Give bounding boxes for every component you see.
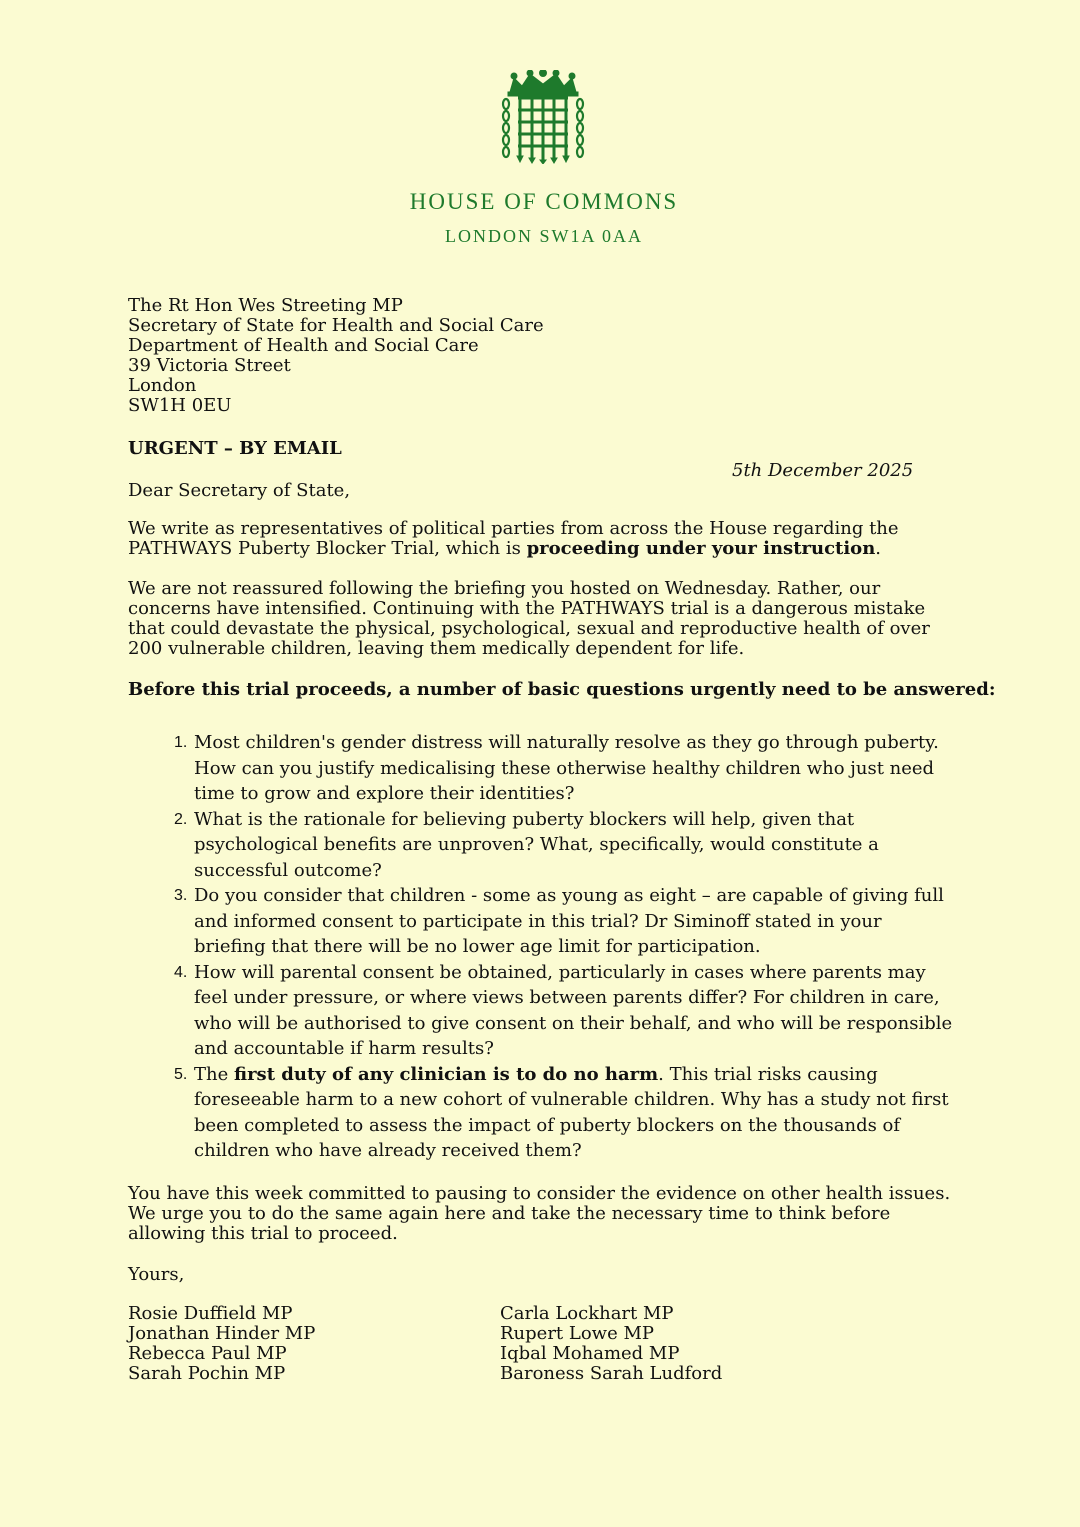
salutation: Dear Secretary of State, [128, 480, 351, 501]
paragraph-intro [128, 519, 958, 559]
paragraph-intro-bold: proceeding under your instruction [526, 538, 876, 559]
recipient-line: SW1H 0EU [128, 395, 232, 416]
paragraph-request: You have this week committed to pausing to consider the evidence on other health issues. We urge you to do the same again here and take the necessary time to think before allowing this trial to proceed. [128, 1183, 951, 1244]
signatories-right [500, 1304, 722, 1384]
signatory: Rosie Duffield MP [128, 1303, 293, 1324]
list-item [174, 960, 954, 1062]
recipient-line: The Rt Hon Wes Streeting MP [128, 295, 403, 316]
list-item [174, 883, 954, 960]
signatory: Baroness Sarah Ludford [500, 1363, 723, 1384]
paragraph-intro-end: . [875, 538, 882, 559]
list-item-bold: first duty of any clinician is to do no harm [233, 1063, 659, 1085]
list-item-text: How will parental consent be obtained, particularly in cases where parents may feel under pressure, or where views between parents differ? For children in care, who will be authorised to give consent on their behalf, and who will be responsible and accountable if harm results? [194, 961, 953, 1059]
letterhead-title: HOUSE OF COMMONS [409, 189, 679, 214]
paragraph-concerns: We are not reassured following the briefing you hosted on Wednesday. Rather, our concerns have intensified. Continuing with the PATHWAYS trial is a dangerous mistake that could devastate the physical, psychological, sexual and reproductive health of over 200 vulnerable children, leaving them medically dependent for life. [128, 578, 930, 659]
recipient-line: London [128, 375, 197, 396]
signatories-left [128, 1304, 315, 1384]
signatory: Jonathan Hinder MP [128, 1323, 316, 1344]
list-item-text: What is the rationale for believing puberty blockers will help, given that psychological benefits are unproven? What, specifically, would constitute a successful outcome? [194, 808, 879, 881]
recipient-line: Secretary of State for Health and Social Care [128, 315, 544, 336]
list-item-number: 2. [174, 810, 188, 828]
recipient-address [128, 296, 544, 416]
list-item-text-pre: The [194, 1063, 234, 1085]
list-item-text: . This trial risks causing foreseeable harm to a new cohort of vulnerable children. Why has a study not first been completed to assess the impact of puberty blockers on the thousands of children who have already received them? [194, 1063, 949, 1161]
list-item [174, 730, 954, 807]
list-item-number: 4. [174, 963, 188, 981]
signatory: Rupert Lowe MP [500, 1323, 654, 1344]
recipient-line: 39 Victoria Street [128, 355, 291, 376]
signatory: Carla Lockhart MP [500, 1303, 674, 1324]
paragraph-intro-text: We write as representatives of political parties from across the House regarding the PATHWAYS Puberty Blocker Trial, which is [128, 518, 899, 559]
closing: Yours, [128, 1264, 185, 1285]
signatory: Sarah Pochin MP [128, 1363, 286, 1384]
letter-date: 5th December 2025 [732, 460, 914, 481]
list-item-number: 1. [174, 734, 188, 751]
recipient-line: Department of Health and Social Care [128, 335, 479, 356]
questions-list [174, 730, 954, 1164]
list-item-text: Do you consider that children - some as young as eight – are capable of giving full and informed consent to participate in this trial? Dr Siminoff stated in your briefing that there will be no lower age limit for participation. [194, 885, 944, 957]
questions-intro: Before this trial proceeds, a number of basic questions urgently need to be answered: [128, 679, 996, 700]
portcullis-icon [500, 70, 586, 164]
list-item-number: 5. [174, 1065, 188, 1083]
list-item-number: 3. [174, 887, 188, 904]
urgent-heading: URGENT – BY EMAIL [128, 438, 342, 459]
list-item [174, 807, 954, 884]
letterhead-address: LONDON SW1A 0AA [445, 226, 643, 246]
signatory: Iqbal Mohamed MP [500, 1343, 680, 1364]
list-item-text: Most children's gender distress will naturally resolve as they go through puberty. How can you justify medicalising these otherwise healthy children who just need time to grow and explore their identities? [194, 732, 939, 804]
signatory: Rebecca Paul MP [128, 1343, 287, 1364]
list-item [174, 1062, 954, 1164]
